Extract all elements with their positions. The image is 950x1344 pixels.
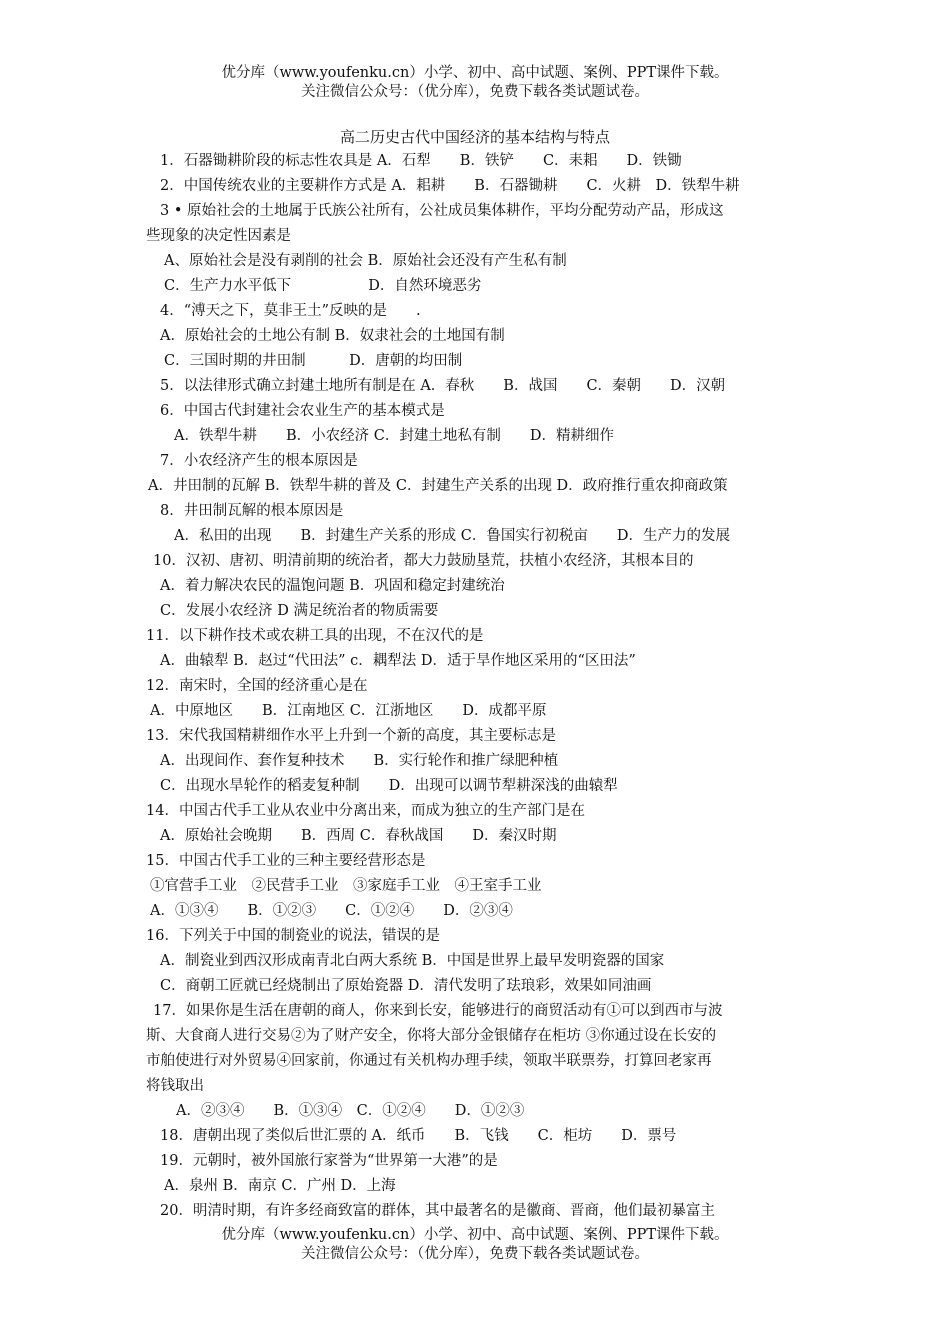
question-line: 1．石器锄耕阶段的标志性农具是 A．石犁 B．铁铲 C．耒耜 D．铁锄: [160, 153, 682, 169]
option-line: A．制瓷业到西汉形成南青北白两大系统 B．中国是世界上最早发明瓷器的国家: [160, 953, 665, 969]
header-line-1: 优分库（www.youfenku.cn）小学、初中、高中试题、案例、PPT课件下载。: [221, 65, 729, 81]
option-line: C．三国时期的井田制 D．唐朝的均田制: [164, 353, 463, 369]
question-line: 19．元朝时，被外国旅行家誉为“世界第一大港”的是: [160, 1153, 498, 1169]
option-line: A、原始社会是没有剥削的社会 B．原始社会还没有产生私有制: [164, 253, 567, 269]
option-line: A．出现间作、套作复种技术 B．实行轮作和推广绿肥种植: [160, 753, 559, 769]
option-line: A．曲辕犁 B．赵过“代田法” c．耦犁法 D．适于旱作地区采用的“区田法”: [160, 653, 636, 669]
question-line: 4．“溥天之下，莫非王土”反映的是 .: [160, 303, 421, 319]
question-line: 5．以法律形式确立封建土地所有制是在 A．春秋 B．战国 C．秦朝 D．汉朝: [160, 378, 726, 394]
option-line: C．发展小农经济 D 满足统治者的物质需要: [160, 603, 439, 619]
question-line: 17．如果你是生活在唐朝的商人，你来到长安，能够进行的商贸活动有①可以到西市与波: [153, 1003, 723, 1019]
question-line: 2．中国传统农业的主要耕作方式是 A．耜耕 B．石器锄耕 C．火耕 D．铁犁牛耕: [160, 178, 740, 194]
question-line: 斯、大食商人进行交易②为了财产安全，你将大部分金银储存在柜坊 ③你通过设在长安的: [146, 1028, 717, 1044]
question-line: 些现象的决定性因素是: [146, 228, 291, 244]
question-line: 6．中国古代封建社会农业生产的基本模式是: [160, 403, 445, 419]
option-line: ①官营手工业 ②民营手工业 ③家庭手工业 ④王室手工业: [150, 878, 542, 894]
footer-line-1: 优分库（www.youfenku.cn）小学、初中、高中试题、案例、PPT课件下载。: [221, 1227, 729, 1243]
option-line: C．商朝工匠就已经烧制出了原始瓷器 D．清代发明了珐琅彩，效果如同油画: [160, 978, 652, 994]
option-line: C．生产力水平低下 D．自然环境恶劣: [164, 278, 482, 294]
question-line: 8．井田制瓦解的根本原因是: [160, 503, 344, 519]
option-line: A．原始社会的土地公有制 B．奴隶社会的土地国有制: [160, 328, 505, 344]
option-line: A．私田的出现 B．封建生产关系的形成 C．鲁国实行初税亩 D．生产力的发展: [174, 528, 730, 544]
option-line: A．井田制的瓦解 B．铁犁牛耕的普及 C．封建生产关系的出现 D．政府推行重农抑商政策: [148, 478, 728, 494]
option-line: A．原始社会晚期 B．西周 C．春秋战国 D．秦汉时期: [160, 828, 557, 844]
question-line: 3 • 原始社会的土地属于氏族公社所有，公社成员集体耕作，平均分配劳动产品，形成这: [160, 203, 724, 219]
option-line: A．泉州 B．南京 C．广州 D．上海: [164, 1178, 396, 1194]
option-line: A．②③④ B．①③④ C．①②④ D．①②③: [176, 1103, 525, 1119]
question-line: 15．中国古代手工业的三种主要经营形态是: [146, 853, 426, 869]
option-line: A．铁犁牛耕 B．小农经济 C．封建土地私有制 D．精耕细作: [174, 428, 614, 444]
question-line: 11．以下耕作技术或农耕工具的出现，不在汉代的是: [146, 628, 484, 644]
question-line: 7．小农经济产生的根本原因是: [160, 453, 358, 469]
option-line: A．中原地区 B．江南地区 C．江浙地区 D．成都平原: [150, 703, 547, 719]
question-line: 20．明清时期，有许多经商致富的群体，其中最著名的是徽商、晋商，他们最初暴富主: [160, 1203, 715, 1219]
question-line: 18．唐朝出现了类似后世汇票的 A．纸币 B．飞钱 C．柜坊 D．票号: [160, 1128, 677, 1144]
question-line: 市舶使进行对外贸易④回家前，你通过有关机构办理手续，领取半联票券，打算回老家再: [146, 1053, 712, 1069]
option-line: C．出现水旱轮作的稻麦复种制 D．出现可以调节犁耕深浅的曲辕犁: [160, 778, 618, 794]
option-line: A．着力解决农民的温饱问题 B．巩固和稳定封建统治: [160, 578, 505, 594]
document-title: 高二历史古代中国经济的基本结构与特点: [339, 128, 610, 146]
footer-line-2: 关注微信公众号：（优分库），免费下载各类试题试卷。: [301, 1246, 649, 1262]
page-footer: [0, 1226, 950, 1264]
question-line: 16．下列关于中国的制瓷业的说法，错误的是: [146, 928, 440, 944]
question-line: 10．汉初、唐初、明清前期的统治者，都大力鼓励垦荒，扶植小农经济，其根本目的: [153, 553, 694, 569]
header-line-2: 关注微信公众号：（优分库），免费下载各类试题试卷。: [301, 84, 649, 100]
option-line: A．①③④ B．①②③ C．①②④ D．②③④: [150, 903, 513, 919]
question-line: 13．宋代我国精耕细作水平上升到一个新的高度，其主要标志是: [146, 728, 556, 744]
question-line: 12．南宋时，全国的经济重心是在: [146, 678, 368, 694]
page-header: [0, 64, 950, 102]
question-line: 14．中国古代手工业从农业中分离出来，而成为独立的生产部门是在: [146, 803, 585, 819]
question-line: 将钱取出: [146, 1078, 204, 1094]
